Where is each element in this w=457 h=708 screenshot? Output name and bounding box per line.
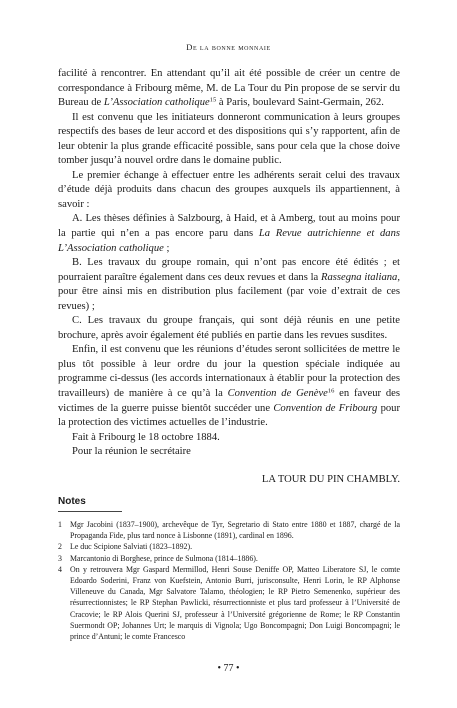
body-paragraph (58, 256, 400, 314)
text-run: en faveur des victimes de la guerre puisse bientôt succéder une (58, 388, 400, 414)
text-run: Le premier échange à effectuer entre les adhérents serait celui des travaux d’étude déjà produits dans chacun des groupes auxquels ils appartiennent, à savoir : (58, 169, 400, 210)
footnote-text: Le duc Scipione Salviati (1823–1892). (70, 542, 193, 552)
footnote-number: 2 (58, 542, 62, 552)
body-paragraph (58, 343, 400, 430)
running-head: De la bonne monnaie (186, 42, 271, 52)
italic-text: L’Association catholique (103, 97, 210, 109)
body-paragraph (58, 445, 400, 460)
text-run: Fait à Fribourg le 18 octobre 1884. (72, 431, 220, 443)
italic-text: Convention de Fribourg (273, 402, 378, 414)
footnote (58, 564, 400, 642)
body-paragraph (58, 111, 400, 169)
italic-text: Convention de Genève (227, 388, 328, 400)
footnote-ref: 16 (327, 387, 335, 395)
footnote (58, 519, 400, 541)
footnote-number: 4 (58, 564, 62, 574)
footnote-text: Mgr Jacobini (1837–1900), archevêque de Tyr, Segretario di Stato entre 1880 et 1887, chargé de la Propaganda Fide, plus tard nonce à Lisbonne (1891), cardinal en 1896. (70, 520, 400, 541)
text-run: Enfin, il est convenu que les réunions d’études seront sollicitées de mettre le plus tôt possible à leur ordre du jour la question spéciale indiquée au programme ci-dessus (les accords internationaux à établir pour la protection des travailleurs) de manière à ce qu’à la (58, 344, 400, 400)
text-run: C. Les travaux du groupe français, qui sont déjà réunis en une petite brochure, après avoir également été publiés en partie dans les revues susdites. (58, 315, 400, 341)
body-paragraph (58, 212, 400, 256)
body-paragraph (58, 314, 400, 343)
notes-title: Notes (58, 496, 86, 507)
footnote-number: 3 (58, 553, 62, 563)
body-text (58, 67, 400, 487)
body-paragraph (58, 431, 400, 446)
footnote-ref: 15 (209, 96, 217, 104)
footnote (58, 541, 400, 552)
text-run: à Paris, boulevard Saint-Germain, 262. (216, 97, 384, 109)
text-run: B. Les travaux du groupe romain, qui n’ont pas encore été édités ; et pourraient paraître également dans ces deux revues et dans la (58, 257, 400, 283)
footnote-text: Marcantonio di Borghese, prince de Sulmona (1814–1886). (70, 553, 258, 563)
text-run: Il est convenu que les initiateurs donneront communication à leurs groupes respectifs des bases de leur accord et des dispositions qui s’y rapportent, afin de leur obtenir la plus grande efficacité possible, sans pour cela que la chose doive tomber jusqu’à nouvel ordre dans le domaine public. (58, 111, 400, 167)
italic-text: Rassegna italiana (321, 271, 398, 283)
text-run: A. Les thèses définies à Salzbourg, à Haid, et à Amberg, tout au moins pour la partie qui n’en a pas encore paru dans (58, 213, 400, 240)
text-run: Pour la réunion le secrétaire (72, 446, 191, 458)
body-paragraph (58, 169, 400, 213)
footnote (58, 553, 400, 564)
text-run: ; (163, 242, 170, 254)
text-run: facilité à rencontrer. En attendant qu’il ait été possible de créer un centre de correspondance à Fribourg même, M. de La Tour du Pin propose de se servir du Bureau de (58, 68, 400, 109)
italic-text: La Revue autrichienne et dans L’Association catholique (58, 228, 400, 254)
footnotes (58, 519, 400, 642)
notes-divider (58, 511, 122, 512)
text-run: , pour être ainsi mis en distribution plus facilement (par voie d’extrait de ces revues) ; (58, 271, 400, 312)
signature: LA TOUR DU PIN CHAMBLY. (261, 473, 400, 485)
page-number: • 77 • (217, 663, 240, 674)
footnote-number: 1 (58, 520, 62, 529)
footnote-text: On y retrouvera Mgr Gaspard Mermillod, Henri Souse Deniffe OP, Matteo Liberatore SJ, le comte Edoardo Soderini, Franz von Kuefstein, Antonio Burri, jurisconsulte, Henri Lorin, le RP Alphonse Villeneuve du Canada, Mgr Salvatore Talamo, théologien; le RP Pietro Semenenko, supérieur des résurrectionnistes; le RP Stephan Pawlicki, résurrectionniste et plus tard professeur à l’Université de Cracovie; le RP Alois Querini SJ, professeur à l’Université grégorienne de Rome; le RP Constantin Suermondt OP; Johannes Urt; le marquis di Vignola; Ugo Boncompagni; Don Luigi Boncompagni; le prince d’Antuni; le comte Francesco (70, 564, 400, 642)
body-paragraph (58, 67, 400, 111)
text-run: pour la protection des victimes actuelles de l’industrie. (58, 402, 400, 429)
